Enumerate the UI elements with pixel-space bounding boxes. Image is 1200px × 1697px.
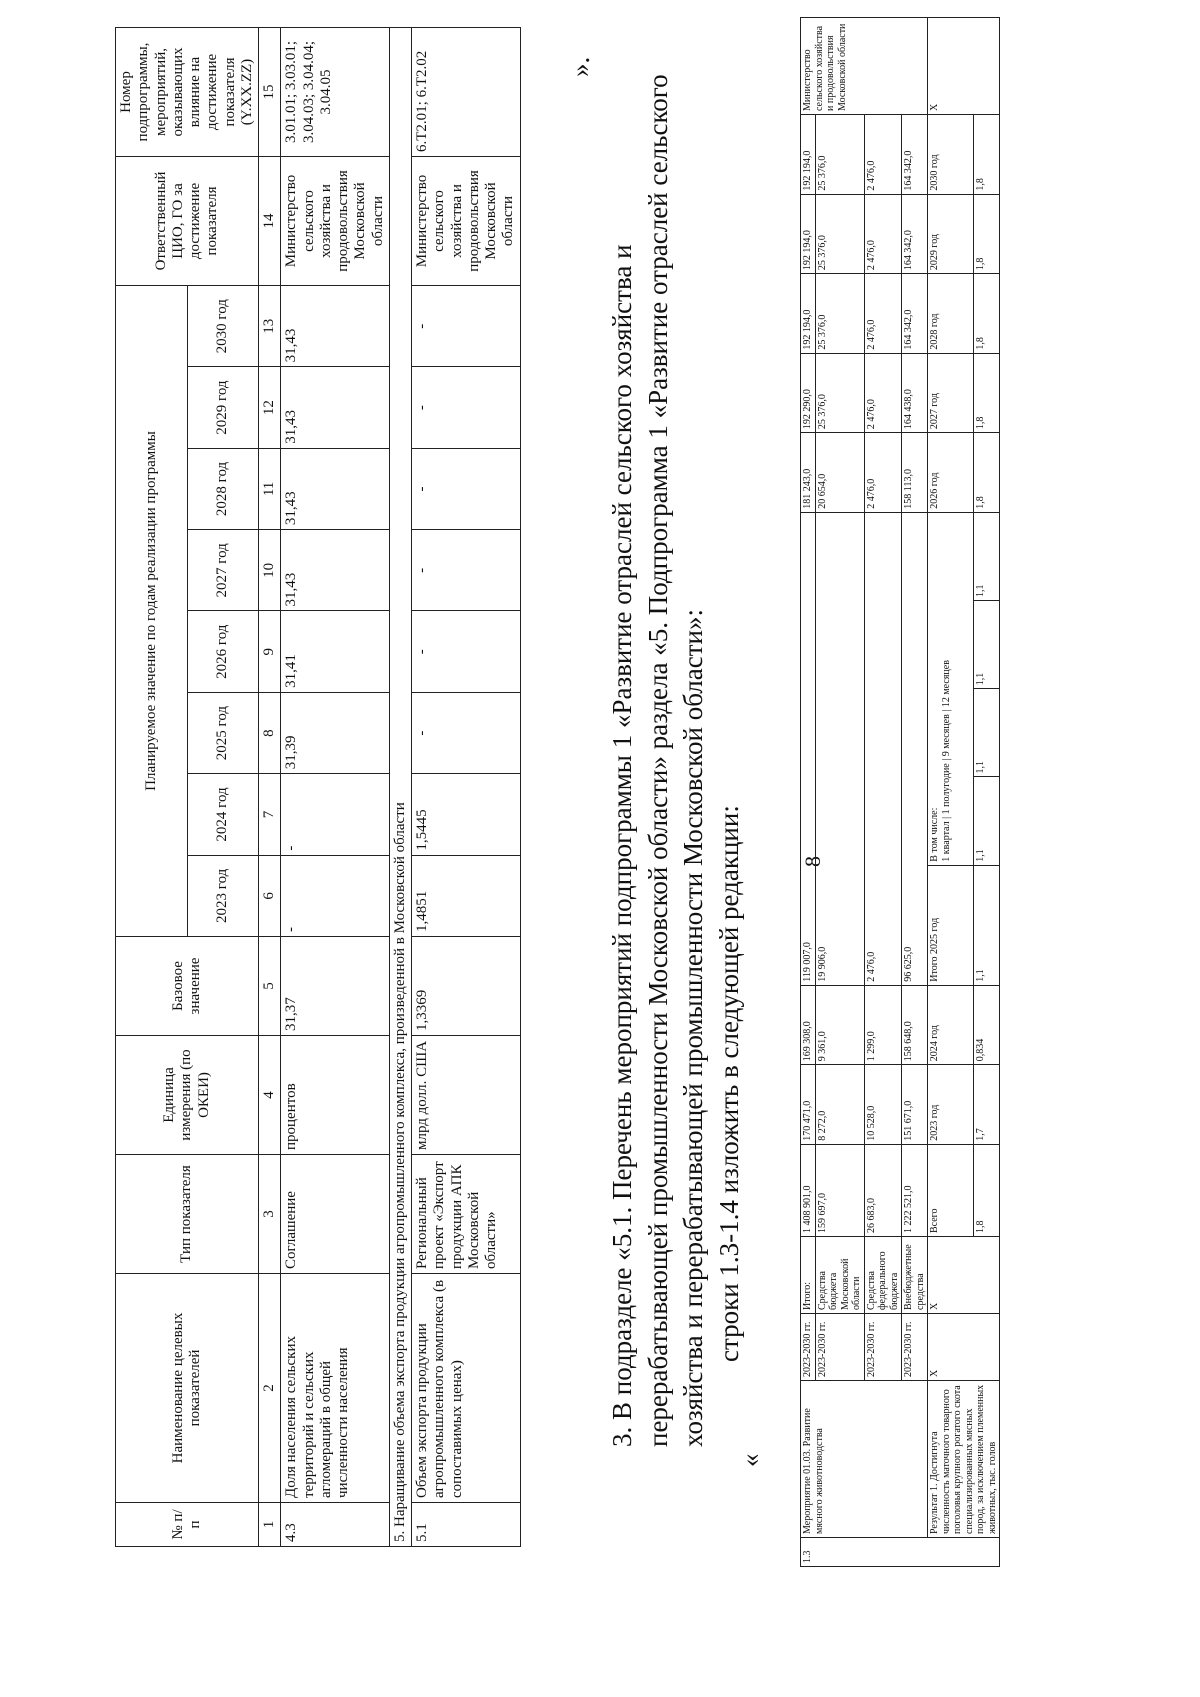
funding-2027: 164 438,0 xyxy=(902,353,928,433)
result-q1: 1,1 xyxy=(974,777,1000,865)
funding-2024: 1 299,0 xyxy=(864,985,902,1065)
row-value: - xyxy=(412,692,521,773)
funding-2024: 169 308,0 xyxy=(801,985,816,1065)
funding-source: Внебюджетные средства xyxy=(902,1237,928,1314)
result-total: 1,8 xyxy=(974,1144,1000,1236)
result-2029: 1,8 xyxy=(974,194,1000,274)
measure-name: Мероприятие 01.03. Развитие мясного животноводства xyxy=(801,1381,928,1538)
funding-2023: 10 528,0 xyxy=(864,1065,902,1145)
row-value: 31,41 xyxy=(281,611,390,692)
result-2023: 1,7 xyxy=(974,1065,1000,1145)
funding-2024: 158 648,0 xyxy=(902,985,928,1065)
funding-2026: 20 654,0 xyxy=(815,433,864,513)
col-number: 6 xyxy=(259,855,281,936)
result-2026: 1,8 xyxy=(974,433,1000,513)
q1-label: 1 квартал xyxy=(940,821,952,862)
funding-2030: 25 376,0 xyxy=(815,115,864,195)
amendment-paragraph xyxy=(605,67,748,1447)
funding-2025: 119 007,0 xyxy=(801,512,816,985)
funding-2025: 2 476,0 xyxy=(864,512,902,985)
col-number: 9 xyxy=(259,611,281,692)
row-value: - xyxy=(412,530,521,611)
col-number: 14 xyxy=(259,157,281,286)
opening-quote: « xyxy=(735,1453,765,1467)
row-type: Соглашение xyxy=(281,1155,390,1274)
row-value: 31,43 xyxy=(281,448,390,529)
result-2024: 0,834 xyxy=(974,985,1000,1065)
row-value: - xyxy=(281,855,390,936)
col-number: 12 xyxy=(259,367,281,448)
result-2025: 1,1 xyxy=(974,865,1000,985)
result-2028: 1,8 xyxy=(974,274,1000,354)
funding-2023: 8 272,0 xyxy=(815,1065,864,1145)
row-num: 4.3 xyxy=(281,1503,390,1547)
in-number-label: В том числе: xyxy=(929,807,940,862)
funding-2024: 9 361,0 xyxy=(815,985,864,1065)
funding-2029: 164 342,0 xyxy=(902,194,928,274)
funding-2023: 170 471,0 xyxy=(801,1065,816,1145)
period: 2023-2030 гг. xyxy=(815,1314,864,1381)
result-total-label: Всего xyxy=(928,1144,974,1236)
col-number: 8 xyxy=(259,692,281,773)
row-value: - xyxy=(281,774,390,855)
result-2028-label: 2028 год xyxy=(928,274,974,354)
paragraph-line: перерабатывающей промышленности Московской области» раздела «5. Подпрограмма 1 «Развитие отраслей сельского xyxy=(642,74,673,1447)
row-value: - xyxy=(412,611,521,692)
result-m9: 1,1 xyxy=(974,600,1000,688)
funding-2029: 25 376,0 xyxy=(815,194,864,274)
row-value: 31,43 xyxy=(281,367,390,448)
row-type: Региональный проект «Экспорт продукции АПК Московской области» xyxy=(412,1155,521,1274)
m12-label: 12 месяцев xyxy=(940,660,952,708)
funding-2029: 192 194,0 xyxy=(801,194,816,274)
funding-total: 26 683,0 xyxy=(864,1144,902,1236)
x-mark: X xyxy=(928,18,1000,115)
col-number: 7 xyxy=(259,774,281,855)
row-value: - xyxy=(412,367,521,448)
result-2025-label: Итого 2025 год xyxy=(928,865,974,985)
col-number: 15 xyxy=(259,28,281,157)
x-mark: X xyxy=(928,1314,1000,1381)
section-title: 5. Наращивание объема экспорта продукции агропромышленного комплекса, произведенной в Московской области xyxy=(389,28,411,1547)
result-2027: 1,8 xyxy=(974,353,1000,433)
col-number: 11 xyxy=(259,448,281,529)
col-number: 5 xyxy=(259,937,281,1036)
page-number: 8 xyxy=(800,856,825,867)
funding-2023: 151 671,0 xyxy=(902,1065,928,1145)
table-row xyxy=(801,18,816,1567)
period: 2023-2030 гг. xyxy=(902,1314,928,1381)
funding-2028: 192 194,0 xyxy=(801,274,816,354)
closing-quote: ». xyxy=(565,56,595,77)
header-name: Наименование целевых показателей xyxy=(116,1274,259,1503)
row-value: 31,43 xyxy=(281,286,390,367)
result-2024-label: 2024 год xyxy=(928,985,974,1065)
table-row xyxy=(412,28,521,1547)
result-m12: 1,1 xyxy=(974,512,1000,600)
header-planned: Планируемое значение по годам реализации программы xyxy=(116,286,188,937)
row-value: 31,43 xyxy=(281,530,390,611)
h1-label: 1 полугодие xyxy=(940,763,952,815)
section-row xyxy=(389,28,411,1547)
funding-2030: 2 476,0 xyxy=(864,115,902,195)
paragraph-line: хозяйства и перерабатывающей промышленности Московской области»: xyxy=(678,609,709,1447)
funding-2028: 164 342,0 xyxy=(902,274,928,354)
responsible: Министерство сельского хозяйства и продовольствия Московской области xyxy=(801,18,928,115)
table-row xyxy=(815,18,864,1567)
header-year: 2027 год xyxy=(187,530,259,611)
result-2030: 1,8 xyxy=(974,115,1000,195)
funding-2027: 25 376,0 xyxy=(815,353,864,433)
funding-2030: 192 194,0 xyxy=(801,115,816,195)
m9-label: 9 месяцев xyxy=(940,714,952,757)
funding-2028: 2 476,0 xyxy=(864,274,902,354)
table-row xyxy=(902,18,928,1567)
col-number: 4 xyxy=(259,1036,281,1155)
funding-2027: 192 290,0 xyxy=(801,353,816,433)
funding-2025: 19 906,0 xyxy=(815,512,864,985)
header-unit: Единица измерения (по ОКЕИ) xyxy=(116,1036,259,1155)
row-base: 31,37 xyxy=(281,937,390,1036)
result-2023-label: 2023 год xyxy=(928,1065,974,1145)
funding-source: Средства федерального бюджета xyxy=(864,1237,902,1314)
result-name: Результат 1. Достигнута численность маточного товарного поголовья крупного рогатого скота специализированных мясных пород, за исключением племенных животных, тыс. голов xyxy=(928,1381,1000,1538)
header-year: 2023 год xyxy=(187,855,259,936)
row-responsible: Министерство сельского хозяйства и продовольствия Московской области xyxy=(281,157,390,286)
col-number: 2 xyxy=(259,1274,281,1503)
funding-total: 1 408 901,0 xyxy=(801,1144,816,1236)
x-mark: X xyxy=(928,1237,1000,1314)
funding-2026: 158 113,0 xyxy=(902,433,928,513)
header-measures: Номер подпрограммы, мероприятий, оказывающих влияние на достижение показателя (Y.XX.ZZ) xyxy=(116,28,259,157)
header-year: 2026 год xyxy=(187,611,259,692)
header-year: 2025 год xyxy=(187,692,259,773)
result-2029-label: 2029 год xyxy=(928,194,974,274)
measures-table xyxy=(800,17,1000,1567)
funding-2028: 25 376,0 xyxy=(815,274,864,354)
header-year: 2029 год xyxy=(187,367,259,448)
row-measures: 6.Т2.01; 6.Т2.02 xyxy=(412,28,521,157)
funding-2025: 96 625,0 xyxy=(902,512,928,985)
funding-2026: 181 243,0 xyxy=(801,433,816,513)
header-responsible: Ответственный ЦИО, ГО за достижение показателя xyxy=(116,157,259,286)
result-2030-label: 2030 год xyxy=(928,115,974,195)
indicators-table xyxy=(115,27,521,1547)
result-2027-label: 2027 год xyxy=(928,353,974,433)
header-type: Тип показателя xyxy=(116,1155,259,1274)
row-base: 1,3369 xyxy=(412,937,521,1036)
funding-2027: 2 476,0 xyxy=(864,353,902,433)
row-value: 1,5445 xyxy=(412,774,521,855)
header-year: 2030 год xyxy=(187,286,259,367)
funding-2026: 2 476,0 xyxy=(864,433,902,513)
period: 2023-2030 гг. xyxy=(864,1314,902,1381)
row-name: Объем экспорта продукции агропромышленного комплекса (в сопоставимых ценах) xyxy=(412,1274,521,1503)
col-number: 10 xyxy=(259,530,281,611)
row-num: 5.1 xyxy=(412,1503,521,1547)
col-number: 1 xyxy=(259,1503,281,1547)
row-value: 31,39 xyxy=(281,692,390,773)
header-year: 2028 год xyxy=(187,448,259,529)
row-num: 1.3 xyxy=(801,1538,1000,1567)
header-base: Базовое значение xyxy=(116,937,259,1036)
paragraph-line: строки 1.3-1.4 изложить в следующей редакции: xyxy=(713,805,744,1362)
funding-2029: 2 476,0 xyxy=(864,194,902,274)
result-header-row xyxy=(928,18,974,1567)
header-year: 2024 год xyxy=(187,774,259,855)
funding-2030: 164 342,0 xyxy=(902,115,928,195)
table-header-row xyxy=(116,28,188,1547)
row-name: Доля населения сельских территорий и сельских агломераций в общей численности населения xyxy=(281,1274,390,1503)
paragraph-line: 3. В подразделе «5.1. Перечень мероприятий подпрограммы 1 «Развитие отраслей сельского хозяйства и xyxy=(607,244,637,1447)
row-value: 1,4851 xyxy=(412,855,521,936)
col-number: 3 xyxy=(259,1155,281,1274)
row-unit: млрд долл. США xyxy=(412,1036,521,1155)
funding-total: 159 697,0 xyxy=(815,1144,864,1236)
result-2026-label: 2026 год xyxy=(928,433,974,513)
result-h1: 1,1 xyxy=(974,689,1000,777)
funding-source: Итого: xyxy=(801,1237,816,1314)
column-numbers-row xyxy=(259,28,281,1547)
row-value: - xyxy=(412,448,521,529)
row-responsible: Министерство сельского хозяйства и продовольствия Московской области xyxy=(412,157,521,286)
funding-total: 1 222 521,0 xyxy=(902,1144,928,1236)
table-row xyxy=(864,18,902,1567)
row-value: - xyxy=(412,286,521,367)
table-row xyxy=(281,28,390,1547)
col-number: 13 xyxy=(259,286,281,367)
header-num: № п/п xyxy=(116,1503,259,1547)
row-unit: процентов xyxy=(281,1036,390,1155)
funding-source: Средства бюджета Московской области xyxy=(815,1237,864,1314)
result-breakdown: В том числе: 1 квартал | 1 полугодие | 9 месяцев | 12 месяцев xyxy=(928,512,974,865)
period: 2023-2030 гг. xyxy=(801,1314,816,1381)
row-measures: 3.01.01; 3.03.01; 3.04.03; 3.04.04; 3.04.05 xyxy=(281,28,390,157)
